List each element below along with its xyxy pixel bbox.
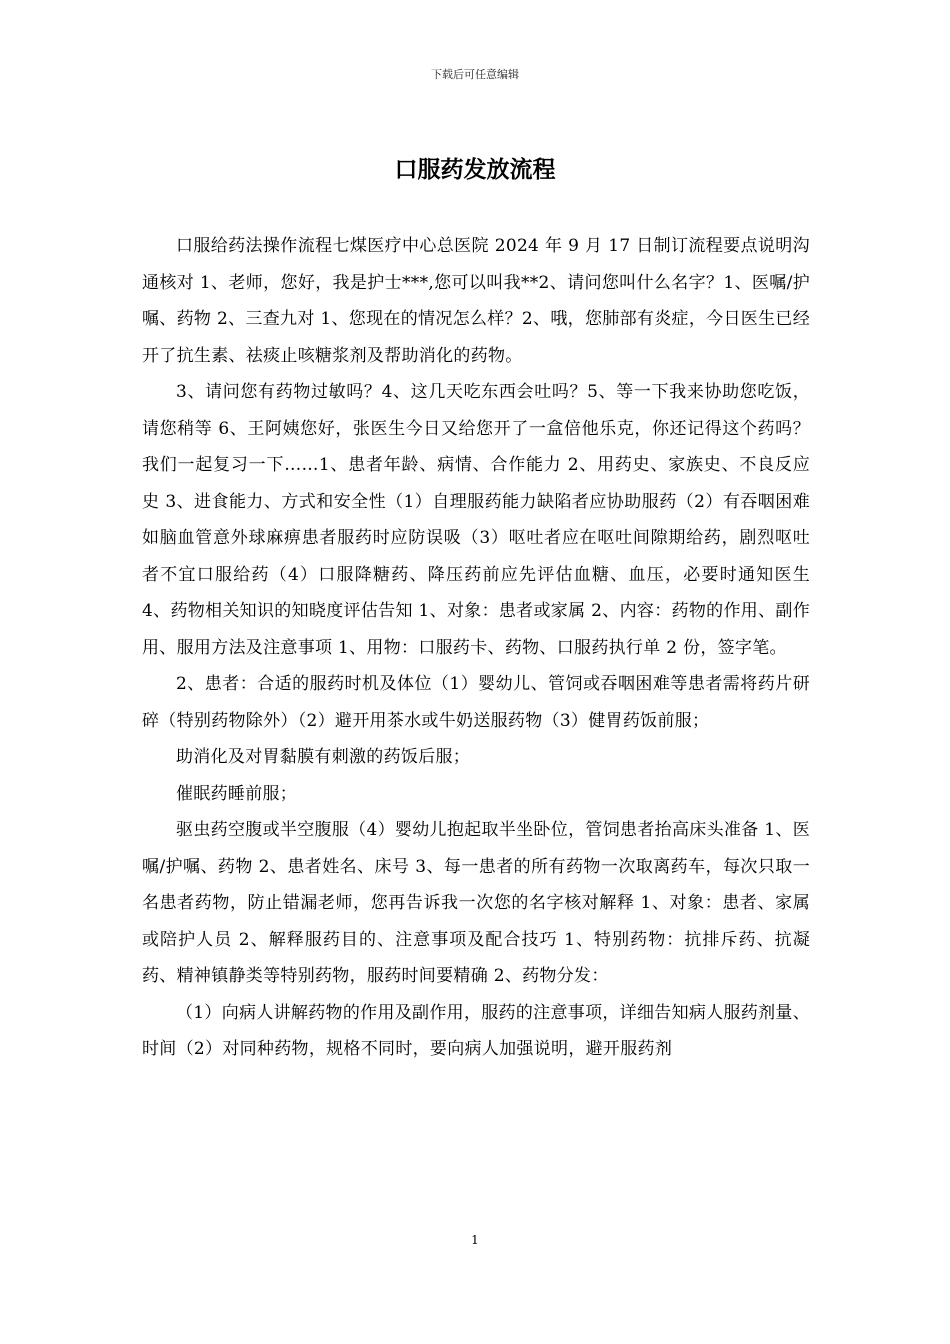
paragraph: （1）向病人讲解药物的作用及副作用，服药的注意事项，详细告知病人服药剂量、时间（2）对同种药物，规格不同时，要向病人加强说明，避开服药剂 [142, 1002, 810, 1059]
page-title: 口服药发放流程 [394, 156, 556, 183]
paragraph: 口服给药法操作流程七煤医疗中心总医院 2024 年 9 月 17 日制订流程要点说明沟通核对 1、老师，您好，我是护士***,您可以叫我**2、请问您叫什么名字？1、医嘱/护嘱、药物 2、三查九对 1、您现在的情况怎么样？2、哦，您肺部有炎症，今日医生已经开了抗生素、祛痰止咳糖浆剂及帮助消化的药物。 [142, 236, 810, 366]
paragraph: 助消化及对胃黏膜有刺激的药饭后服； [176, 747, 471, 767]
paragraph: 2、患者：合适的服药时机及体位（1）婴幼儿、管饲或吞咽困难等患者需将药片研碎（特别药物除外）（2）避开用茶水或牛奶送服药物（3）健胃药饭前服； [142, 674, 810, 731]
paragraph: 驱虫药空腹或半空腹服（4）婴幼儿抱起取半坐卧位，管饲患者抬高床头准备 1、医嘱/护嘱、药物 2、患者姓名、床号 3、每一患者的所有药物一次取离药车，每次只取一名患者药物，防止错漏老师，您再告诉我一次您的名字核对解释 1、对象：患者、家属或陪护人员 2、解释服药目的、注意事项及配合技巧 1、特别药物：抗排斥药、抗凝药、精神镇静类等特别药物，服药时间要精确 2、药物分发： [142, 820, 810, 986]
document-body [142, 228, 810, 1068]
page-number: 1 [471, 1233, 479, 1247]
paragraph: 催眠药睡前服； [176, 783, 298, 804]
header-note: 下载后可任意编辑 [431, 68, 519, 81]
paragraph: 3、请问您有药物过敏吗？4、这几天吃东西会吐吗？5、等一下我来协助您吃饭，请您稍等 6、王阿姨您好，张医生今日又给您开了一盒倍他乐克，你还记得这个药吗？我们一起复习一下……1、患者年龄、病情、合作能力 2、用药史、家族史、不良反应史 3、进食能力、方式和安全性（1）自理服药能力缺陷者应协助服药（2）有吞咽困难如脑血管意外球麻痹患者服药时应防误吸（3）呕吐者应在呕吐间隙期给药，剧烈呕吐者不宜口服给药（4）口服降糖药、降压药前应先评估血糖、血压，必要时通知医生 4、药物相关知识的知晓度评估告知 1、对象：患者或家属 2、内容：药物的作用、副作用、服用方法及注意事项 1、用物：口服药卡、药物、口服药执行单 2 份，签字笔。 [142, 382, 810, 658]
